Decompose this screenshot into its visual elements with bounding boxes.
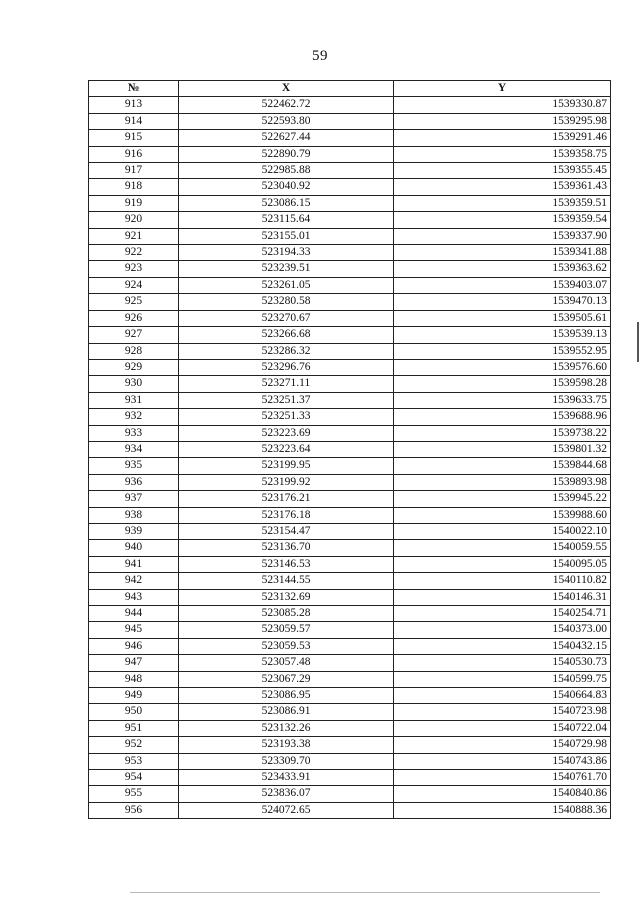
table-row (89, 376, 611, 392)
x-coordinate-cell: 523086.95 (179, 688, 394, 704)
y-coordinate-cell: 1539801.32 (394, 441, 611, 457)
table-row (89, 720, 611, 736)
point-number-cell: 929 (89, 359, 179, 375)
point-number-cell: 930 (89, 376, 179, 392)
table-row (89, 212, 611, 228)
x-coordinate-cell: 523194.33 (179, 245, 394, 261)
point-number-cell: 920 (89, 212, 179, 228)
x-coordinate-cell: 523193.38 (179, 737, 394, 753)
point-number-cell: 954 (89, 770, 179, 786)
point-number-cell: 914 (89, 113, 179, 129)
header-x: X (179, 81, 394, 97)
y-coordinate-cell: 1540722.04 (394, 720, 611, 736)
y-coordinate-cell: 1539988.60 (394, 507, 611, 523)
table-row (89, 458, 611, 474)
table-row (89, 802, 611, 818)
point-number-cell: 953 (89, 753, 179, 769)
y-coordinate-cell: 1539295.98 (394, 113, 611, 129)
table-row (89, 753, 611, 769)
table-row (89, 655, 611, 671)
y-coordinate-cell: 1540110.82 (394, 573, 611, 589)
table-row (89, 277, 611, 293)
x-coordinate-cell: 523199.95 (179, 458, 394, 474)
x-coordinate-cell: 523176.18 (179, 507, 394, 523)
point-number-cell: 948 (89, 671, 179, 687)
y-coordinate-cell: 1539552.95 (394, 343, 611, 359)
x-coordinate-cell: 523154.47 (179, 523, 394, 539)
table-row (89, 228, 611, 244)
x-coordinate-cell: 523057.48 (179, 655, 394, 671)
point-number-cell: 952 (89, 737, 179, 753)
point-number-cell: 919 (89, 195, 179, 211)
point-number-cell: 947 (89, 655, 179, 671)
table-row (89, 638, 611, 654)
table-row (89, 540, 611, 556)
table-row (89, 786, 611, 802)
point-number-cell: 931 (89, 392, 179, 408)
table-row (89, 327, 611, 343)
point-number-cell: 956 (89, 802, 179, 818)
y-coordinate-cell: 1539361.43 (394, 179, 611, 195)
y-coordinate-cell: 1539337.90 (394, 228, 611, 244)
x-coordinate-cell: 523086.15 (179, 195, 394, 211)
table-row (89, 97, 611, 113)
point-number-cell: 913 (89, 97, 179, 113)
point-number-cell: 923 (89, 261, 179, 277)
y-coordinate-cell: 1540840.86 (394, 786, 611, 802)
table-row (89, 573, 611, 589)
x-coordinate-cell: 523086.91 (179, 704, 394, 720)
x-coordinate-cell: 523085.28 (179, 606, 394, 622)
x-coordinate-cell: 522890.79 (179, 146, 394, 162)
y-coordinate-cell: 1539945.22 (394, 491, 611, 507)
point-number-cell: 925 (89, 294, 179, 310)
table-header (89, 81, 611, 97)
point-number-cell: 934 (89, 441, 179, 457)
table-row (89, 409, 611, 425)
x-coordinate-cell: 522627.44 (179, 130, 394, 146)
table-row (89, 770, 611, 786)
y-coordinate-cell: 1539470.13 (394, 294, 611, 310)
point-number-cell: 922 (89, 245, 179, 261)
point-number-cell: 917 (89, 163, 179, 179)
y-coordinate-cell: 1539738.22 (394, 425, 611, 441)
point-number-cell: 918 (89, 179, 179, 195)
point-number-cell: 939 (89, 523, 179, 539)
y-coordinate-cell: 1540723.98 (394, 704, 611, 720)
y-coordinate-cell: 1539341.88 (394, 245, 611, 261)
x-coordinate-cell: 522462.72 (179, 97, 394, 113)
table-row (89, 671, 611, 687)
header-number: № (89, 81, 179, 97)
x-coordinate-cell: 523280.58 (179, 294, 394, 310)
point-number-cell: 940 (89, 540, 179, 556)
point-number-cell: 945 (89, 622, 179, 638)
x-coordinate-cell: 524072.65 (179, 802, 394, 818)
x-coordinate-cell: 523059.57 (179, 622, 394, 638)
point-number-cell: 937 (89, 491, 179, 507)
scan-edge-mark (637, 322, 639, 362)
table-row (89, 556, 611, 572)
x-coordinate-cell: 523040.92 (179, 179, 394, 195)
point-number-cell: 933 (89, 425, 179, 441)
x-coordinate-cell: 523286.32 (179, 343, 394, 359)
y-coordinate-cell: 1540059.55 (394, 540, 611, 556)
x-coordinate-cell: 523296.76 (179, 359, 394, 375)
table-row (89, 737, 611, 753)
point-number-cell: 924 (89, 277, 179, 293)
point-number-cell: 932 (89, 409, 179, 425)
x-coordinate-cell: 523132.26 (179, 720, 394, 736)
point-number-cell: 921 (89, 228, 179, 244)
y-coordinate-cell: 1540888.36 (394, 802, 611, 818)
y-coordinate-cell: 1539539.13 (394, 327, 611, 343)
table-row (89, 310, 611, 326)
point-number-cell: 926 (89, 310, 179, 326)
point-number-cell: 915 (89, 130, 179, 146)
x-coordinate-cell: 523433.91 (179, 770, 394, 786)
table-row (89, 441, 611, 457)
y-coordinate-cell: 1539688.96 (394, 409, 611, 425)
point-number-cell: 942 (89, 573, 179, 589)
scan-bottom-line (130, 892, 600, 893)
table-row (89, 113, 611, 129)
y-coordinate-cell: 1539363.62 (394, 261, 611, 277)
y-coordinate-cell: 1539359.54 (394, 212, 611, 228)
y-coordinate-cell: 1540022.10 (394, 523, 611, 539)
y-coordinate-cell: 1539330.87 (394, 97, 611, 113)
table-row (89, 146, 611, 162)
y-coordinate-cell: 1539598.28 (394, 376, 611, 392)
point-number-cell: 928 (89, 343, 179, 359)
x-coordinate-cell: 523155.01 (179, 228, 394, 244)
table-row (89, 491, 611, 507)
point-number-cell: 927 (89, 327, 179, 343)
x-coordinate-cell: 523251.37 (179, 392, 394, 408)
y-coordinate-cell: 1540373.00 (394, 622, 611, 638)
x-coordinate-cell: 523223.69 (179, 425, 394, 441)
y-coordinate-cell: 1540254.71 (394, 606, 611, 622)
page-number: 59 (312, 48, 328, 64)
x-coordinate-cell: 523251.33 (179, 409, 394, 425)
y-coordinate-cell: 1540432.15 (394, 638, 611, 654)
x-coordinate-cell: 522593.80 (179, 113, 394, 129)
table-row (89, 261, 611, 277)
table-row (89, 425, 611, 441)
table-row (89, 523, 611, 539)
table-row (89, 195, 611, 211)
point-number-cell: 955 (89, 786, 179, 802)
x-coordinate-cell: 523836.07 (179, 786, 394, 802)
table-row (89, 474, 611, 490)
point-number-cell: 951 (89, 720, 179, 736)
x-coordinate-cell: 523223.64 (179, 441, 394, 457)
x-coordinate-cell: 523309.70 (179, 753, 394, 769)
x-coordinate-cell: 523266.68 (179, 327, 394, 343)
y-coordinate-cell: 1539291.46 (394, 130, 611, 146)
y-coordinate-cell: 1540599.75 (394, 671, 611, 687)
table-row (89, 392, 611, 408)
x-coordinate-cell: 523067.29 (179, 671, 394, 687)
point-number-cell: 938 (89, 507, 179, 523)
table-row (89, 245, 611, 261)
y-coordinate-cell: 1540530.73 (394, 655, 611, 671)
table-row (89, 294, 611, 310)
x-coordinate-cell: 523270.67 (179, 310, 394, 326)
table-row (89, 622, 611, 638)
x-coordinate-cell: 523132.69 (179, 589, 394, 605)
y-coordinate-cell: 1539893.98 (394, 474, 611, 490)
y-coordinate-cell: 1539576.60 (394, 359, 611, 375)
point-number-cell: 916 (89, 146, 179, 162)
table-row (89, 359, 611, 375)
y-coordinate-cell: 1540761.70 (394, 770, 611, 786)
x-coordinate-cell: 523261.05 (179, 277, 394, 293)
y-coordinate-cell: 1539633.75 (394, 392, 611, 408)
header-y: Y (394, 81, 611, 97)
table-row (89, 343, 611, 359)
x-coordinate-cell: 523059.53 (179, 638, 394, 654)
x-coordinate-cell: 523146.53 (179, 556, 394, 572)
point-number-cell: 936 (89, 474, 179, 490)
y-coordinate-cell: 1539403.07 (394, 277, 611, 293)
point-number-cell: 941 (89, 556, 179, 572)
y-coordinate-cell: 1540095.05 (394, 556, 611, 572)
table-row (89, 507, 611, 523)
y-coordinate-cell: 1539358.75 (394, 146, 611, 162)
y-coordinate-cell: 1539355.45 (394, 163, 611, 179)
table-body (89, 97, 611, 819)
table-row (89, 688, 611, 704)
x-coordinate-cell: 523271.11 (179, 376, 394, 392)
point-number-cell: 935 (89, 458, 179, 474)
table-row (89, 163, 611, 179)
point-number-cell: 943 (89, 589, 179, 605)
point-number-cell: 946 (89, 638, 179, 654)
x-coordinate-cell: 523199.92 (179, 474, 394, 490)
x-coordinate-cell: 523136.70 (179, 540, 394, 556)
header-row (89, 81, 611, 97)
coordinates-table (88, 80, 611, 819)
y-coordinate-cell: 1540664.83 (394, 688, 611, 704)
y-coordinate-cell: 1539505.61 (394, 310, 611, 326)
y-coordinate-cell: 1539359.51 (394, 195, 611, 211)
x-coordinate-cell: 523144.55 (179, 573, 394, 589)
table-row (89, 704, 611, 720)
y-coordinate-cell: 1540743.86 (394, 753, 611, 769)
point-number-cell: 949 (89, 688, 179, 704)
x-coordinate-cell: 522985.88 (179, 163, 394, 179)
x-coordinate-cell: 523115.64 (179, 212, 394, 228)
table-row (89, 179, 611, 195)
table-row (89, 606, 611, 622)
x-coordinate-cell: 523176.21 (179, 491, 394, 507)
y-coordinate-cell: 1540146.31 (394, 589, 611, 605)
y-coordinate-cell: 1540729.98 (394, 737, 611, 753)
table-row (89, 589, 611, 605)
point-number-cell: 944 (89, 606, 179, 622)
x-coordinate-cell: 523239.51 (179, 261, 394, 277)
y-coordinate-cell: 1539844.68 (394, 458, 611, 474)
table-row (89, 130, 611, 146)
point-number-cell: 950 (89, 704, 179, 720)
